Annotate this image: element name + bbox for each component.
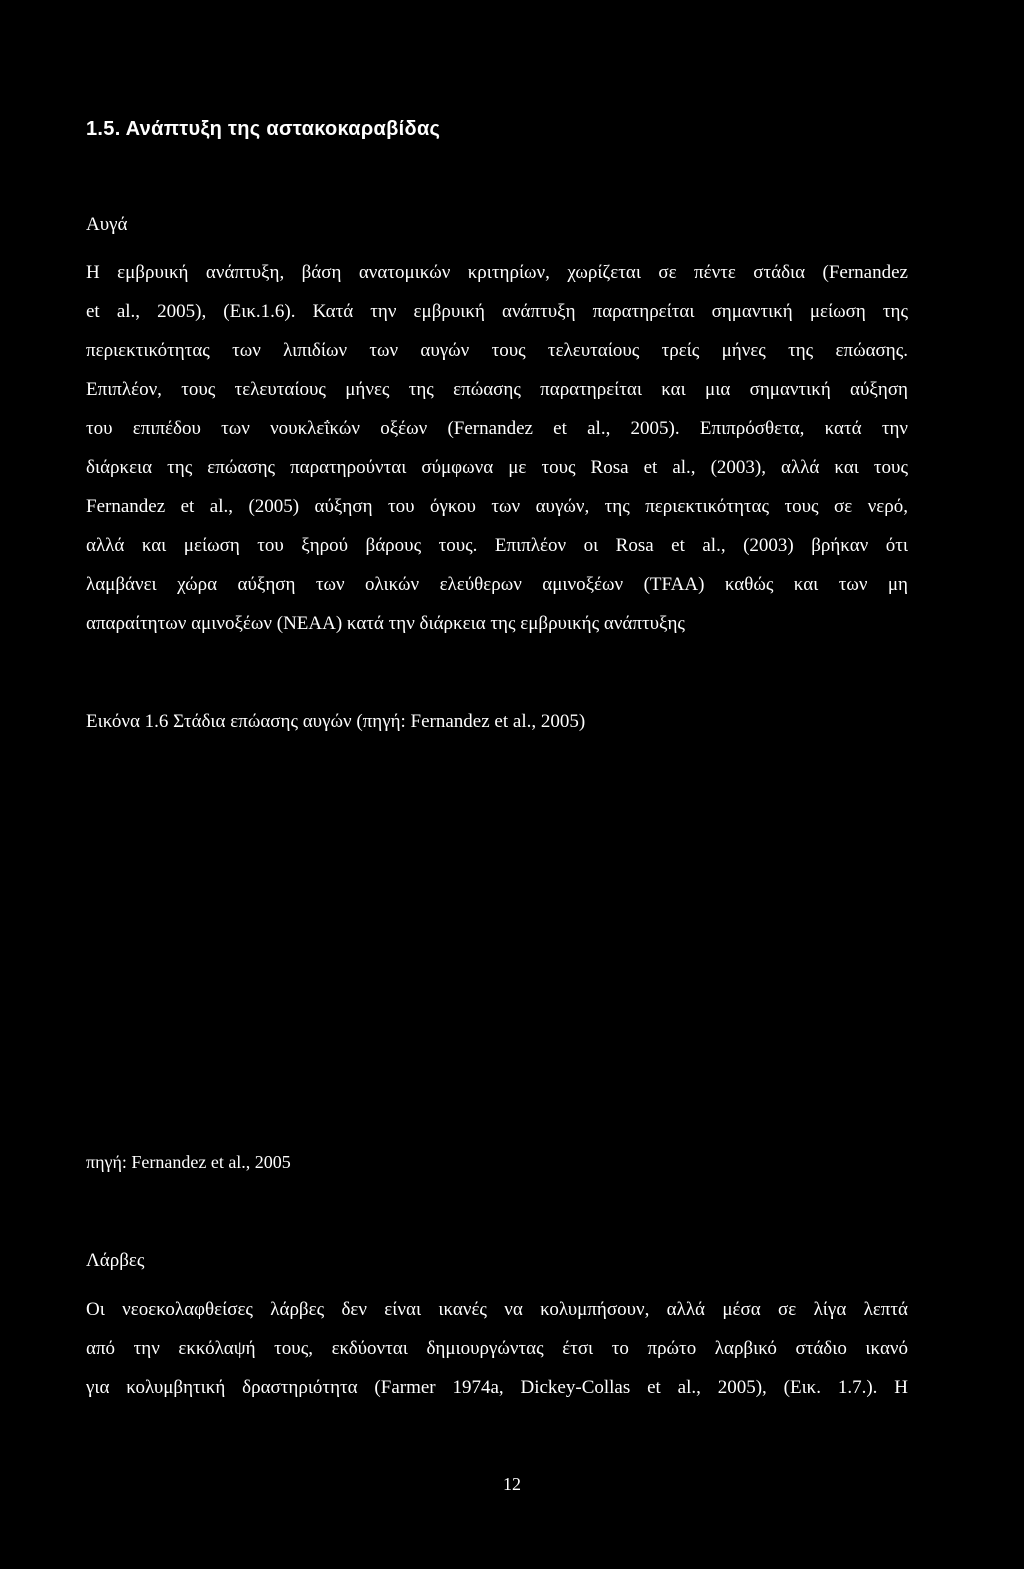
eggs-subheading: Αυγά bbox=[86, 214, 128, 235]
eggs-line: λαμβάνει χώρα αύξηση των ολικών ελεύθερων αμινοξέων (TFAA) καθώς και των μη bbox=[86, 574, 908, 595]
larvae-line: από την εκκόλαψή τους, εκδύονται δημιουργώντας έτσι το πρώτο λαρβικό στάδιο ικανό bbox=[86, 1338, 908, 1359]
eggs-line: διάρκεια της επώασης παρατηρούνται σύμφωνα με τους Rosa et al., (2003), αλλά και τους bbox=[86, 457, 908, 478]
eggs-line: απαραίτητων αμινοξέων (NEAA) κατά την διάρκεια της εμβρυικής ανάπτυξης bbox=[86, 613, 685, 634]
eggs-line: Η εμβρυική ανάπτυξη, βάση ανατομικών κριτηρίων, χωρίζεται σε πέντε στάδια (Fernandez bbox=[86, 262, 908, 283]
figure-image bbox=[86, 745, 908, 1135]
eggs-line: et al., 2005), (Εικ.1.6). Κατά την εμβρυική ανάπτυξη παρατηρείται σημαντική μείωση της bbox=[86, 301, 908, 322]
eggs-line: του επιπέδου των νουκλεΐκών οξέων (Fernandez et al., 2005). Επιπρόσθετα, κατά την bbox=[86, 418, 908, 439]
larvae-line: Οι νεοεκολαφθείσες λάρβες δεν είναι ικανές να κολυμπήσουν, αλλά μέσα σε λίγα λεπτά bbox=[86, 1299, 908, 1320]
figure-caption: Εικόνα 1.6 Στάδια επώασης αυγών (πηγή: Fernandez et al., 2005) bbox=[86, 711, 586, 732]
eggs-line: αλλά και μείωση του ξηρού βάρους τους. Επιπλέον οι Rosa et al., (2003) βρήκαν ότι bbox=[86, 535, 908, 556]
eggs-line: περιεκτικότητας των λιπιδίων των αυγών τους τελευταίους τρείς μήνες της επώασης. bbox=[86, 340, 908, 361]
section-heading: 1.5. Ανάπτυξη της αστακοκαραβίδας bbox=[86, 118, 441, 140]
eggs-line: Fernandez et al., (2005) αύξηση του όγκου των αυγών, της περιεκτικότητας τους σε νερό, bbox=[86, 496, 908, 517]
larvae-subheading: Λάρβες bbox=[86, 1250, 145, 1271]
figure-source: πηγή: Fernandez et al., 2005 bbox=[86, 1152, 291, 1172]
page-number: 12 bbox=[503, 1474, 521, 1494]
eggs-line: Επιπλέον, τους τελευταίους μήνες της επώασης παρατηρείται και μια σημαντική αύξηση bbox=[86, 379, 908, 400]
larvae-line: για κολυμβητική δραστηριότητα (Farmer 1974a, Dickey-Collas et al., 2005), (Εικ. 1.7.). Η bbox=[86, 1377, 908, 1398]
